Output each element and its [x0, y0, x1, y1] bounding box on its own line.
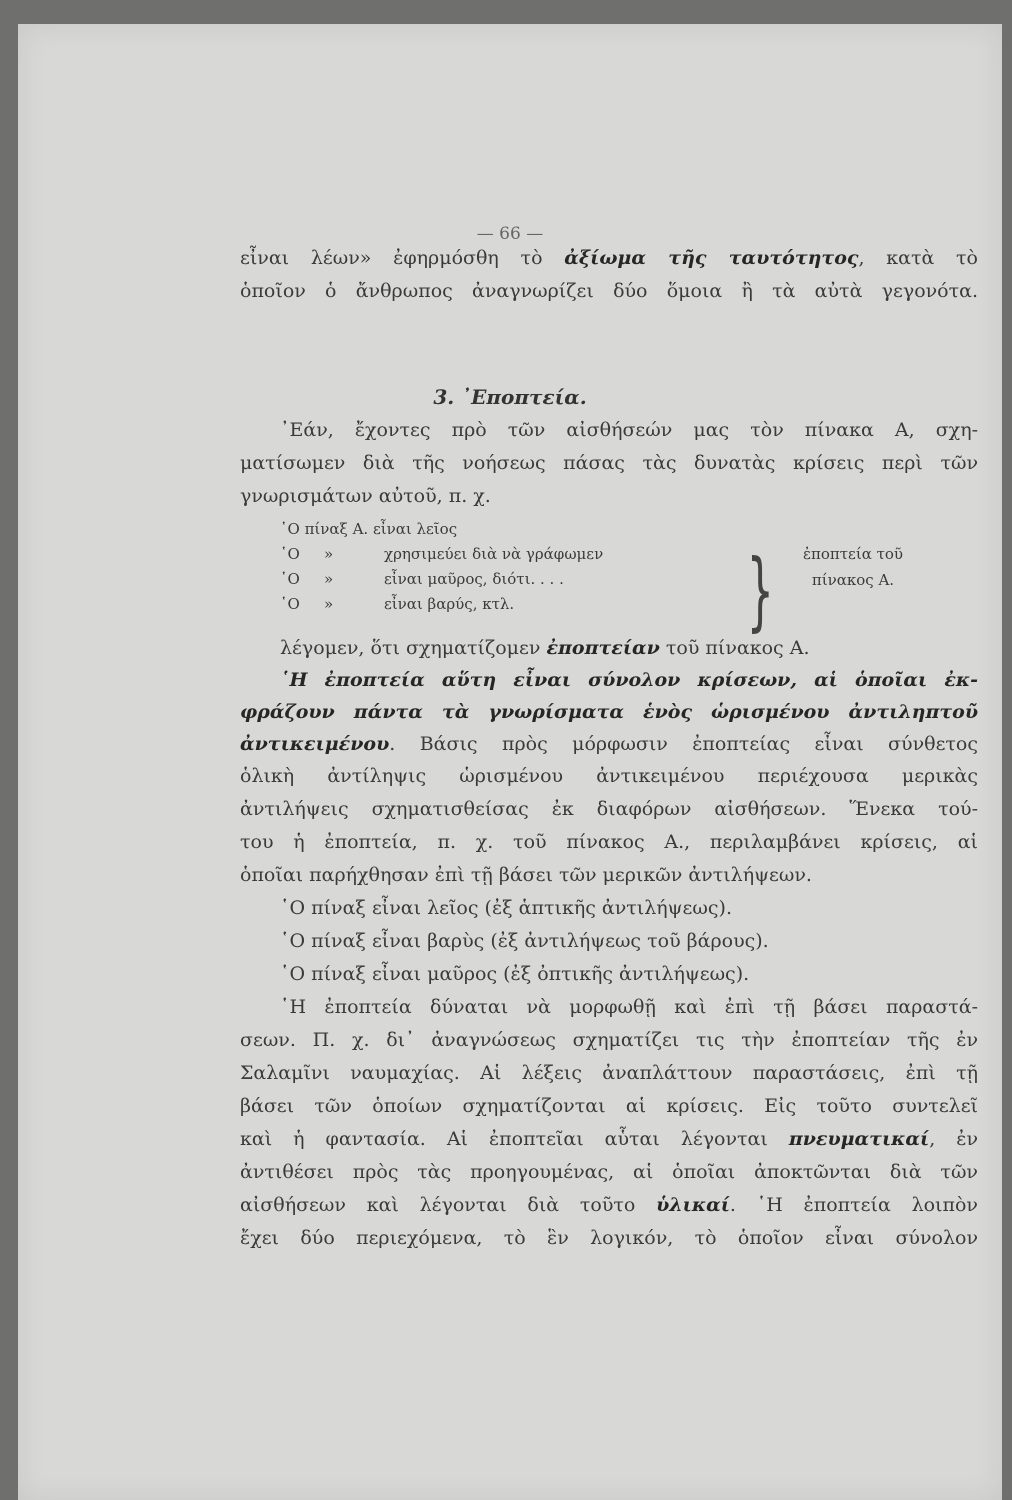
text-line [240, 830, 978, 854]
list-subject: ῾Ο πίναξ Α. εἶναι λεῖος [280, 520, 458, 538]
text-line [280, 418, 978, 442]
list-predicate: χρησιμεύει διὰ νὰ γράφωμεν [384, 545, 604, 563]
text-line [240, 279, 978, 303]
text-line [240, 764, 978, 788]
text-segment: καὶ ἡ φαντασία. Αἱ ἐποπτεῖαι αὗται λέγονται [240, 1128, 789, 1150]
list-subject: ῾Ο [280, 595, 300, 613]
text-segment: ὁποῖαι παρήχθησαν ἐπὶ τῇ βάσει τῶν μερικῶν ἀντιλήψεων. [240, 864, 812, 886]
text-segment: του ἡ ἐποπτεία, π. χ. τοῦ πίνακος Α., περιλαμβάνει κρίσεις, αἱ [240, 831, 978, 853]
text-line [280, 896, 978, 920]
text-line [240, 797, 978, 821]
section-heading: 3. ᾿Εποπτεία. [433, 385, 587, 409]
text-segment: , κατὰ τὸ [858, 247, 978, 269]
text-segment: ῾Ο πίναξ εἶναι λεῖος (ἐξ ἁπτικῆς ἀντιλήψεως). [280, 897, 732, 919]
text-segment: λέγομεν, ὅτι σχηματίζομεν [280, 637, 547, 659]
text-line [280, 995, 978, 1019]
text-segment: σεων. Π. χ. δι᾿ ἀναγνώσεως σχηματίζει τις τὴν ἐποπτείαν τῆς ἐν [240, 1029, 978, 1051]
emphasis-text: ἀντικειμένου [240, 733, 390, 755]
text-line [240, 451, 978, 475]
text-line [240, 700, 978, 724]
text-segment: γνωρισμάτων αὐτοῦ, π. χ. [240, 485, 491, 507]
list-row [280, 519, 457, 539]
text-segment: εἶναι λέων» ἐφηρμόσθη τὸ [240, 247, 565, 269]
text-segment: ᾿Εάν, ἔχοντες πρὸ τῶν αἰσθήσεών μας τὸν πίνακα Α, σχη- [280, 419, 978, 441]
text-segment: . ῾Η ἐποπτεία λοιπὸν [729, 1194, 978, 1216]
text-segment: βάσει τῶν ὁποίων σχηματίζονται αἱ κρίσεις. Εἰς τοῦτο συντελεῖ [240, 1095, 978, 1117]
list-subject: ῾Ο [280, 570, 300, 588]
ditto-mark: » [324, 595, 334, 613]
scanned-page [18, 24, 1002, 1500]
text-segment: αἰσθήσεων καὶ λέγονται διὰ τοῦτο [240, 1194, 657, 1216]
ditto-mark: » [324, 545, 334, 563]
text-line [240, 1160, 978, 1184]
page-number: — 66 — [476, 224, 544, 244]
text-line [240, 1061, 978, 1085]
text-line [240, 1127, 978, 1151]
text-line [240, 1193, 978, 1217]
emphasis-text: ὑλικαί [656, 1194, 730, 1216]
text-line [240, 1226, 978, 1250]
emphasis-text: ἀξίωμα τῆς ταυτότητος [564, 247, 859, 269]
text-segment: . Βάσις πρὸς μόρφωσιν ἐποπτείας εἶναι σύνθετος [389, 733, 978, 755]
text-line [280, 962, 978, 986]
brace-note: πίνακος Α. [811, 571, 895, 589]
right-brace: } [746, 541, 775, 641]
text-line [240, 1094, 978, 1118]
text-segment: Σαλαμῖνι ναυμαχίας. Αἱ λέξεις ἀναπλάττουν παραστάσεις, ἐπὶ τῇ [240, 1062, 978, 1084]
text-segment: ἔχει δύο περιεχόμενα, τὸ ἓν λογικόν, τὸ ὁποῖον εἶναι σύνολον [240, 1227, 978, 1249]
brace-note: ἐποπτεία τοῦ [802, 545, 904, 563]
text-segment: ματίσωμεν διὰ τῆς νοήσεως πάσας τὰς δυνατὰς κρίσεις περὶ τῶν [240, 452, 978, 474]
text-segment: ἀντιλήψεις σχηματισθείσας ἐκ διαφόρων αἰσθήσεων. Ἕνεκα τού- [240, 798, 978, 820]
text-segment: ῾Η ἐποπτεία δύναται νὰ μορφωθῇ καὶ ἐπὶ τῇ βάσει παραστά- [280, 996, 978, 1018]
emphasis-text: ῾Η ἐποπτεία αὕτη εἶναι σύνολον κρίσεων, αἱ ὁποῖαι ἐκ- [280, 669, 978, 691]
list-row [280, 544, 603, 564]
text-line [280, 668, 978, 692]
list-predicate: εἶναι βαρύς, κτλ. [384, 595, 515, 613]
emphasis-text: πνευματικαί [788, 1128, 930, 1150]
emphasis-text: ἐποπτείαν [546, 637, 660, 659]
text-line [280, 929, 978, 953]
list-predicate: εἶναι μαῦρος, διότι. . . . [384, 570, 564, 588]
text-segment: ὁποῖον ὁ ἄνθρωπος ἀναγνωρίζει δύο ὅμοια ἢ τὰ αὐτὰ γεγονότα. [240, 280, 978, 302]
text-line [240, 484, 978, 508]
text-line [240, 863, 978, 887]
list-row [280, 594, 514, 614]
text-segment: ἀντιθέσει πρὸς τὰς προηγουμένας, αἱ ὁποῖαι ἀποκτῶνται διὰ τῶν [240, 1161, 978, 1183]
emphasis-text: φράζουν πάντα τὰ γνωρίσματα ἑνὸς ὡρισμένου ἀντιληπτοῦ [240, 701, 978, 723]
text-segment: ὁλικὴ ἀντίληψις ὡρισμένου ἀντικειμένου περιέχουσα μερικὰς [240, 765, 978, 787]
text-line [240, 246, 978, 270]
list-row [280, 569, 564, 589]
text-segment: τοῦ πίνακος Α. [659, 637, 810, 659]
text-line [240, 732, 978, 756]
text-segment: ῾Ο πίναξ εἶναι βαρὺς (ἐξ ἀντιλήψεως τοῦ βάρους). [280, 930, 769, 952]
text-line [240, 1028, 978, 1052]
text-segment: , ἐν [929, 1128, 978, 1150]
text-segment: ῾Ο πίναξ εἶναι μαῦρος (ἐξ ὀπτικῆς ἀντιλήψεως). [280, 963, 750, 985]
text-line [280, 636, 978, 660]
list-subject: ῾Ο [280, 545, 300, 563]
ditto-mark: » [324, 570, 334, 588]
